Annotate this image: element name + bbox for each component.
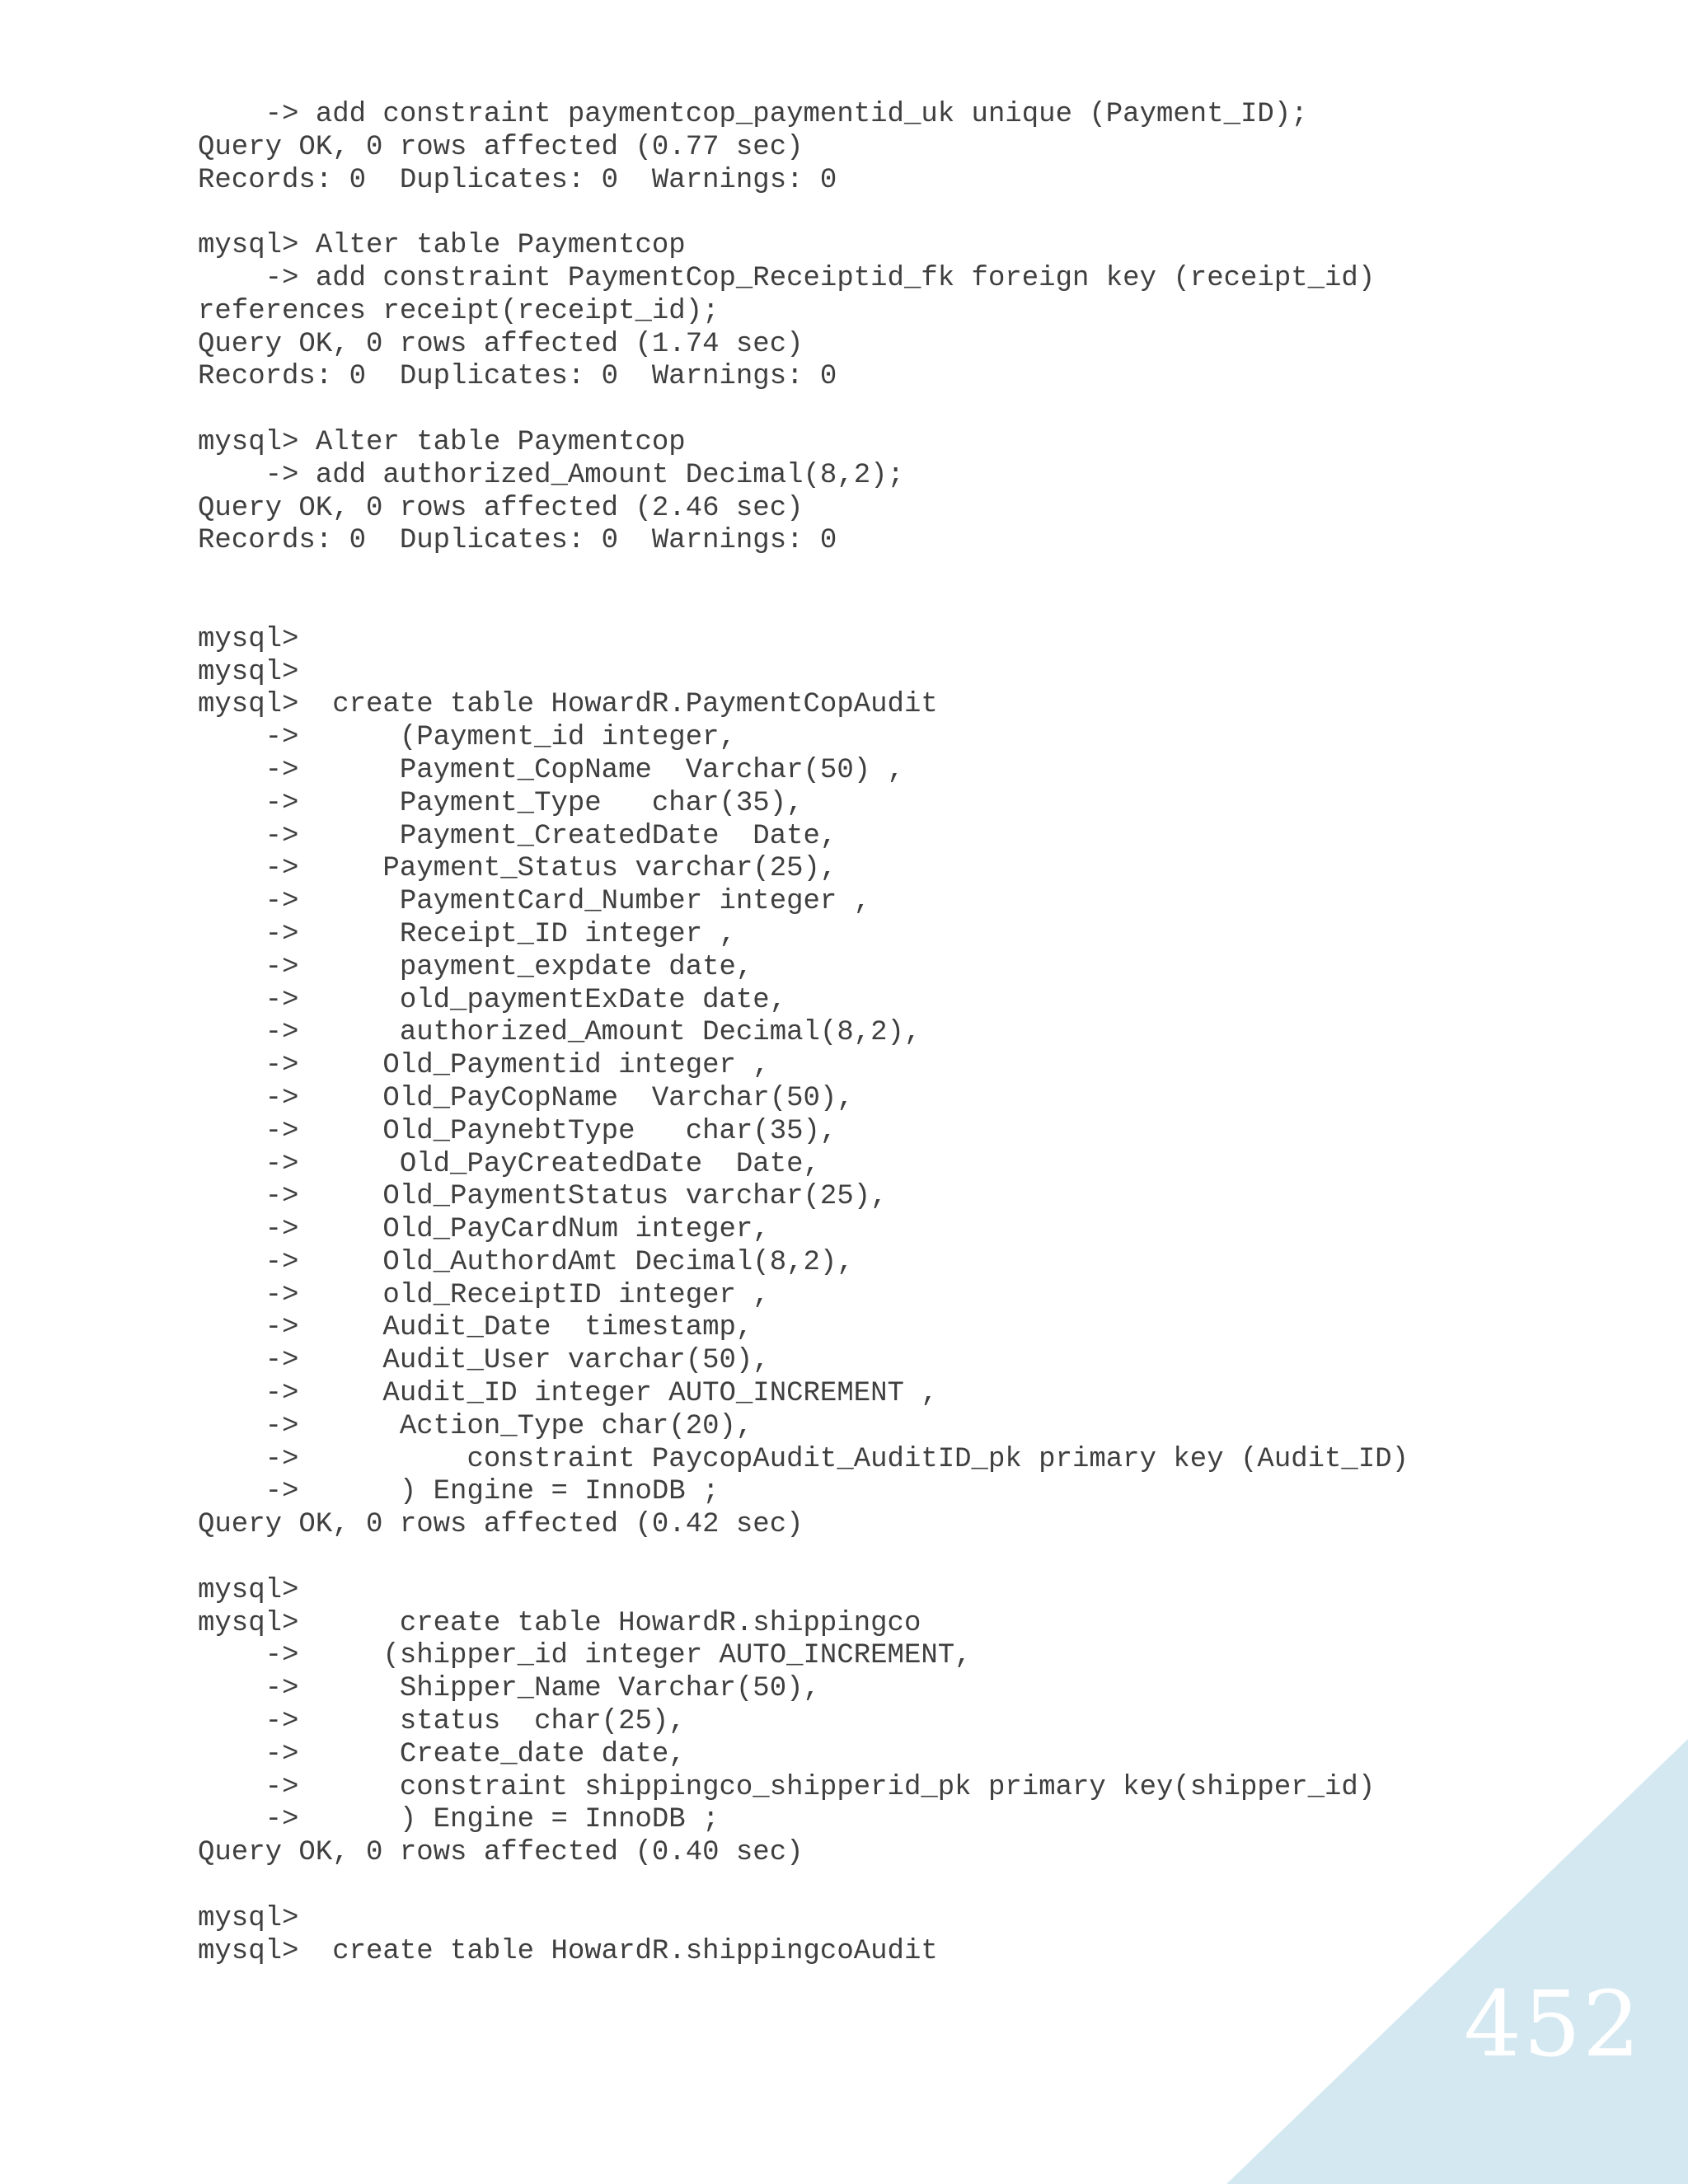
terminal-line: -> Old_PayCreatedDate Date, bbox=[198, 1148, 820, 1180]
terminal-line: mysql> create table HowardR.PaymentCopAudit bbox=[198, 689, 938, 721]
terminal-line: -> add constraint paymentcop_paymentid_uk unique (Payment_ID); bbox=[198, 99, 1308, 130]
terminal-line: Records: 0 Duplicates: 0 Warnings: 0 bbox=[198, 164, 837, 196]
terminal-line: -> Old_PayCopName Varchar(50), bbox=[198, 1082, 854, 1114]
terminal-line: references receipt(receipt_id); bbox=[198, 295, 720, 327]
terminal-line: mysql> create table HowardR.shippingco bbox=[198, 1607, 921, 1639]
terminal-line: -> constraint shippingco_shipperid_pk primary key(shipper_id) bbox=[198, 1771, 1376, 1803]
terminal-line: mysql> bbox=[198, 623, 299, 655]
terminal-line: -> old_ReceiptID integer , bbox=[198, 1279, 770, 1311]
page-number: 452 bbox=[1464, 1971, 1642, 2077]
terminal-line bbox=[198, 1542, 1409, 1575]
terminal-line: -> PaymentCard_Number integer , bbox=[198, 886, 871, 918]
terminal-line: -> payment_expdate date, bbox=[198, 951, 753, 983]
terminal-line bbox=[198, 197, 1409, 230]
terminal-line: mysql> bbox=[198, 656, 299, 688]
terminal-line: mysql> Alter table Paymentcop bbox=[198, 426, 686, 458]
terminal-line: mysql> bbox=[198, 1574, 299, 1606]
terminal-line: -> Payment_CopName Varchar(50) , bbox=[198, 754, 904, 786]
corner-triangle-decoration bbox=[1226, 1739, 1688, 2184]
terminal-line: Records: 0 Duplicates: 0 Warnings: 0 bbox=[198, 361, 837, 393]
corner-triangle-shape bbox=[1226, 1739, 1688, 2184]
terminal-line: -> ) Engine = InnoDB ; bbox=[198, 1804, 720, 1836]
terminal-line bbox=[198, 558, 1409, 591]
terminal-line: -> Old_AuthordAmt Decimal(8,2), bbox=[198, 1246, 854, 1278]
terminal-line: -> (shipper_id integer AUTO_INCREMENT, bbox=[198, 1640, 972, 1672]
terminal-line: -> add authorized_Amount Decimal(8,2); bbox=[198, 459, 904, 491]
terminal-line: -> ) Engine = InnoDB ; bbox=[198, 1476, 720, 1508]
terminal-line: -> Receipt_ID integer , bbox=[198, 918, 736, 950]
terminal-line: -> Payment_Type char(35), bbox=[198, 787, 804, 819]
terminal-line: -> Payment_Status varchar(25), bbox=[198, 853, 837, 885]
terminal-line: -> old_paymentExDate date, bbox=[198, 984, 787, 1016]
terminal-line: -> add constraint PaymentCop_Receiptid_fk foreign key (receipt_id) bbox=[198, 262, 1376, 294]
terminal-line: Records: 0 Duplicates: 0 Warnings: 0 bbox=[198, 525, 837, 557]
terminal-line: -> constraint PaycopAudit_AuditID_pk primary key (Audit_ID) bbox=[198, 1443, 1409, 1475]
terminal-line: -> Old_Paymentid integer , bbox=[198, 1050, 770, 1082]
mysql-terminal-log bbox=[198, 99, 1409, 1968]
terminal-line: -> Action_Type char(20), bbox=[198, 1410, 753, 1442]
terminal-line: Query OK, 0 rows affected (2.46 sec) bbox=[198, 492, 804, 524]
terminal-line: mysql> Alter table Paymentcop bbox=[198, 230, 686, 262]
terminal-line: -> (Payment_id integer, bbox=[198, 722, 736, 754]
terminal-line: -> Payment_CreatedDate Date, bbox=[198, 820, 837, 852]
terminal-line: Query OK, 0 rows affected (0.40 sec) bbox=[198, 1837, 804, 1869]
terminal-line: -> Create_date date, bbox=[198, 1738, 686, 1770]
terminal-line: Query OK, 0 rows affected (0.77 sec) bbox=[198, 131, 804, 163]
terminal-line: -> authorized_Amount Decimal(8,2), bbox=[198, 1017, 921, 1049]
terminal-line bbox=[198, 394, 1409, 427]
terminal-line: -> Audit_Date timestamp, bbox=[198, 1312, 753, 1344]
terminal-line: -> Old_PaynebtType char(35), bbox=[198, 1115, 837, 1147]
terminal-line bbox=[198, 591, 1409, 624]
terminal-line: -> Old_PaymentStatus varchar(25), bbox=[198, 1181, 888, 1213]
terminal-line: -> Audit_User varchar(50), bbox=[198, 1345, 770, 1377]
terminal-line: mysql> bbox=[198, 1902, 299, 1934]
terminal-line: -> Old_PayCardNum integer, bbox=[198, 1214, 770, 1246]
terminal-line: Query OK, 0 rows affected (1.74 sec) bbox=[198, 328, 804, 360]
terminal-line: -> Shipper_Name Varchar(50), bbox=[198, 1673, 820, 1705]
terminal-line: Query OK, 0 rows affected (0.42 sec) bbox=[198, 1509, 804, 1541]
terminal-line: -> Audit_ID integer AUTO_INCREMENT , bbox=[198, 1378, 938, 1410]
terminal-line: -> status char(25), bbox=[198, 1706, 686, 1738]
terminal-line: mysql> create table HowardR.shippingcoAudit bbox=[198, 1935, 938, 1967]
